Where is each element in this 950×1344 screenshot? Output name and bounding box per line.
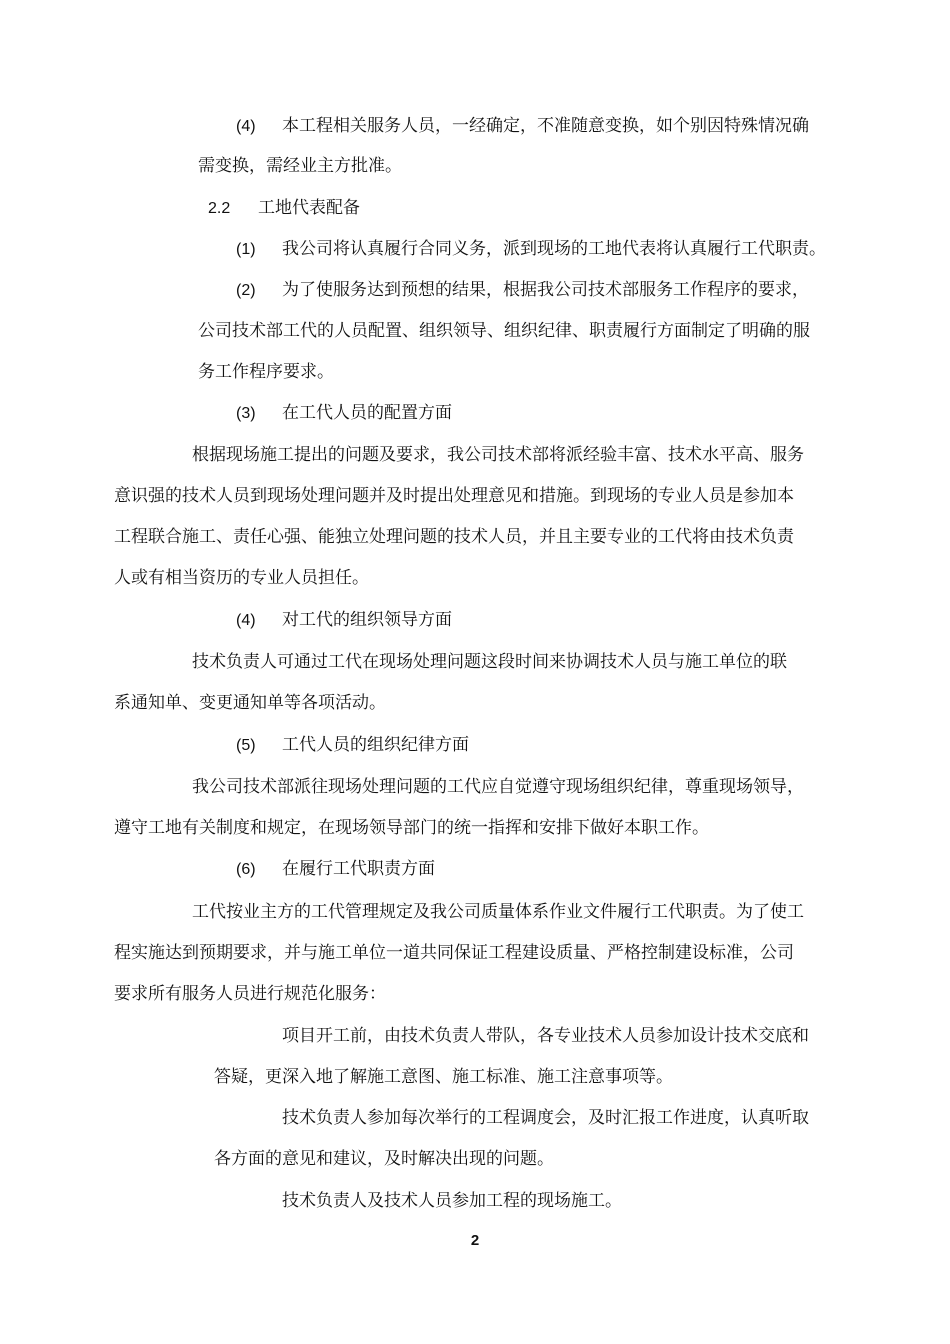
para-4-line-2: 系通知单、变更通知单等各项活动。 [114, 693, 386, 713]
para-3-line-4: 人或有相当资历的专业人员担任。 [114, 568, 369, 588]
item-text: 在工代人员的配置方面 [282, 403, 452, 423]
item-4-line-2: 需变换，需经业主方批准。 [198, 156, 402, 176]
item-2-line-3: 务工作程序要求。 [198, 362, 334, 382]
item-number: (4) [236, 118, 256, 135]
para-6-line-1: 工代按业主方的工代管理规定及我公司质量体系作业文件履行工代职责。为了使工 [192, 902, 804, 922]
para-5-line-1: 我公司技术部派往现场处理问题的工代应自觉遵守现场组织纪律，尊重现场领导， [192, 777, 804, 797]
bullet-2-line-2: 各方面的意见和建议，及时解决出现的问题。 [214, 1149, 554, 1169]
item-text: 本工程相关服务人员，一经确定，不准随意变换，如个别因特殊情况确 [282, 116, 809, 136]
item-text: 在履行工代职责方面 [282, 859, 435, 879]
item-text: 工代人员的组织纪律方面 [282, 735, 469, 755]
item-1-line-1 [236, 238, 826, 261]
item-text: 对工代的组织领导方面 [282, 610, 452, 630]
bullet-1-line-1: 项目开工前，由技术负责人带队，各专业技术人员参加设计技术交底和 [282, 1026, 809, 1046]
para-5-line-2: 遵守工地有关制度和规定，在现场领导部门的统一指挥和安排下做好本职工作。 [114, 818, 709, 838]
section-heading [208, 197, 360, 220]
item-number: (6) [236, 861, 256, 878]
item-3-heading [236, 402, 452, 425]
para-6-line-2: 程实施达到预期要求，并与施工单位一道共同保证工程建设质量、严格控制建设标准，公司 [114, 943, 794, 963]
item-number: (5) [236, 737, 256, 754]
item-5-heading [236, 734, 469, 757]
item-number: (1) [236, 241, 256, 258]
item-4b-heading [236, 609, 452, 632]
item-6-heading [236, 858, 435, 881]
para-6-line-3: 要求所有服务人员进行规范化服务： [114, 984, 386, 1004]
item-4-line-1 [236, 115, 809, 138]
bullet-3-line-1: 技术负责人及技术人员参加工程的现场施工。 [282, 1191, 622, 1211]
bullet-1-line-2: 答疑，更深入地了解施工意图、施工标准、施工注意事项等。 [214, 1067, 673, 1087]
item-number: (4) [236, 612, 256, 629]
item-text: 我公司将认真履行合同义务，派到现场的工地代表将认真履行工代职责。 [282, 239, 826, 259]
item-number: (3) [236, 405, 256, 422]
para-4-line-1: 技术负责人可通过工代在现场处理问题这段时间来协调技术人员与施工单位的联 [192, 652, 787, 672]
para-3-line-2: 意识强的技术人员到现场处理问题并及时提出处理意见和措施。到现场的专业人员是参加本 [114, 486, 794, 506]
para-3-line-3: 工程联合施工、责任心强、能独立处理问题的技术人员，并且主要专业的工代将由技术负责 [114, 527, 794, 547]
section-number: 2.2 [208, 200, 231, 217]
item-2-line-2: 公司技术部工代的人员配置、组织领导、组织纪律、职责履行方面制定了明确的服 [198, 321, 810, 341]
item-number: (2) [236, 282, 256, 299]
section-title: 工地代表配备 [258, 198, 360, 218]
item-text: 为了使服务达到预想的结果，根据我公司技术部服务工作程序的要求， [282, 280, 809, 300]
para-3-line-1: 根据现场施工提出的问题及要求，我公司技术部将派经验丰富、技术水平高、服务 [192, 445, 804, 465]
page-number: 2 [470, 1232, 480, 1249]
item-2-line-1 [236, 279, 809, 302]
bullet-2-line-1: 技术负责人参加每次举行的工程调度会，及时汇报工作进度，认真听取 [282, 1108, 809, 1128]
